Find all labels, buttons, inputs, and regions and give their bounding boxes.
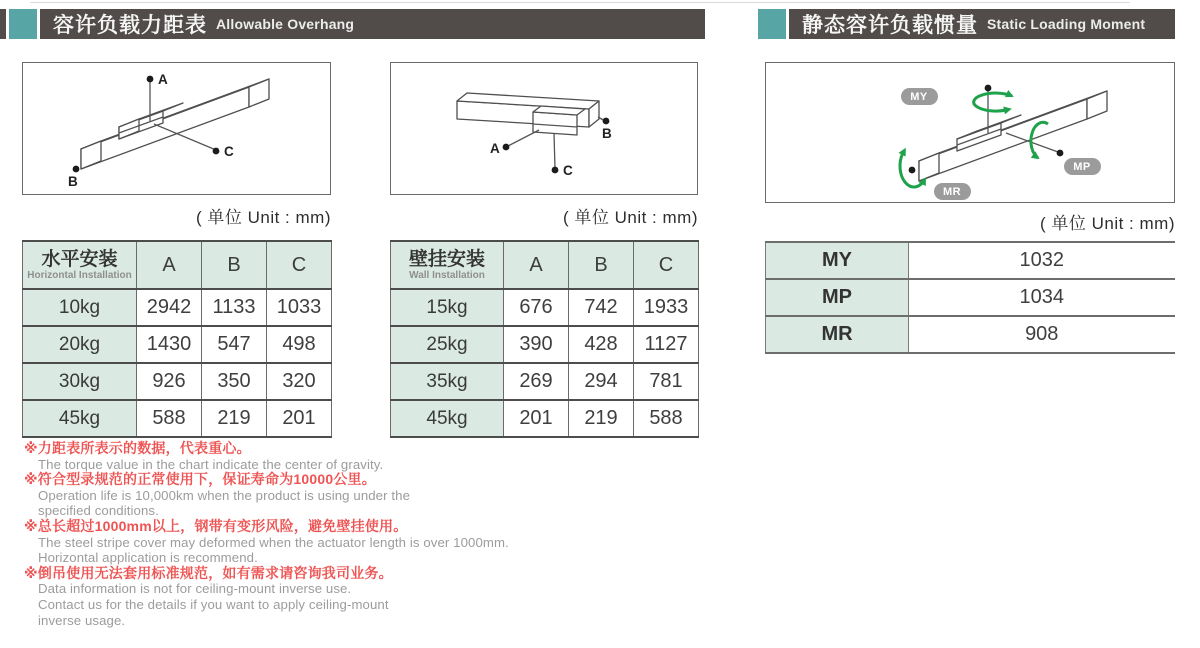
value-cell: 1033 <box>267 289 332 326</box>
value-cell: 219 <box>569 400 634 437</box>
footnote <box>24 566 624 628</box>
footnote-zh: ※力距表所表示的数据，代表重心。 <box>24 440 251 456</box>
value-cell: 1133 <box>202 289 267 326</box>
value-cell: 201 <box>504 400 569 437</box>
value-cell: 390 <box>504 326 569 363</box>
table-header-row <box>391 241 699 289</box>
value-cell: 588 <box>137 400 202 437</box>
table-row <box>391 363 699 400</box>
table-row <box>391 400 699 437</box>
value-cell: 2942 <box>137 289 202 326</box>
unit-label: ( 单位 Unit : mm) <box>196 208 331 227</box>
diagram-wall-installation <box>390 62 698 195</box>
mr-axis-dot <box>909 167 916 174</box>
mr-badge-label: MR <box>942 186 962 198</box>
section-title-zh: 静态容许负载惯量 <box>802 14 978 37</box>
table-title-zh: 壁挂安装 <box>408 248 485 270</box>
table-title-en: Horizontal Installation <box>27 269 132 281</box>
table-row <box>391 289 699 326</box>
table-title-en: Wall Installation <box>409 269 485 281</box>
point-a-dot <box>503 144 510 151</box>
top-divider <box>30 2 1130 3</box>
moment-value-cell: 1034 <box>1019 286 1064 308</box>
footnote <box>24 472 624 519</box>
section-title-en: Allowable Overhang <box>216 16 355 32</box>
value-cell: 219 <box>202 400 267 437</box>
footnote-en: The torque value in the chart indicate the center of gravity. <box>38 456 384 472</box>
actuator-end-face <box>1087 91 1107 119</box>
point-label-c: C <box>224 144 234 159</box>
table-static-loading-moment <box>765 241 1175 354</box>
diagram-static-loading-moment <box>765 62 1175 203</box>
table-header-row <box>23 241 332 289</box>
value-cell: 1430 <box>137 326 202 363</box>
table-row <box>766 242 1175 279</box>
weight-cell: 35kg <box>391 363 504 400</box>
value-cell: 1127 <box>634 326 699 363</box>
value-cell: 742 <box>569 289 634 326</box>
point-b-dot <box>73 166 80 173</box>
table-row <box>23 326 332 363</box>
actuator-end-face <box>919 153 939 181</box>
unit-label: ( 单位 Unit : mm) <box>1040 214 1175 233</box>
footnote <box>24 441 624 472</box>
moment-label-cell: MR <box>766 316 909 353</box>
footnote <box>24 519 624 566</box>
col-header-a: A <box>504 241 569 289</box>
col-header-b: B <box>202 241 267 289</box>
value-cell: 926 <box>137 363 202 400</box>
diagram-horizontal-installation <box>22 62 331 195</box>
table-row <box>766 316 1175 353</box>
weight-cell: 10kg <box>23 289 137 326</box>
footnotes <box>24 441 624 628</box>
weight-cell: 45kg <box>23 400 137 437</box>
section-title-en: Static Loading Moment <box>987 16 1146 32</box>
footnote-en: Operation life is 10,000km when the product is using under the <box>38 487 411 503</box>
col-header-c: C <box>634 241 699 289</box>
header-accent-square <box>758 9 786 39</box>
point-label-b: B <box>602 126 612 141</box>
moment-value-cell: 1032 <box>1019 249 1064 271</box>
weight-cell: 15kg <box>391 289 504 326</box>
my-rotation-arrow <box>974 93 1012 111</box>
table-row <box>391 326 699 363</box>
point-label-a: A <box>158 72 168 87</box>
col-header-a: A <box>137 241 202 289</box>
table-horizontal-installation <box>22 240 332 438</box>
table-wall-installation <box>390 240 699 438</box>
moment-label-cell: MY <box>766 242 909 279</box>
unit-label: ( 单位 Unit : mm) <box>563 208 698 227</box>
actuator-top-face <box>919 91 1107 161</box>
col-header-c: C <box>267 241 332 289</box>
point-label-b: B <box>68 174 78 189</box>
value-cell: 676 <box>504 289 569 326</box>
value-cell: 547 <box>202 326 267 363</box>
leader-line-c <box>554 133 555 169</box>
point-c-dot <box>213 148 220 155</box>
table-row <box>23 400 332 437</box>
col-header-b: B <box>569 241 634 289</box>
actuator-top-face <box>81 79 269 149</box>
horizontal-installation-drawing <box>23 63 330 194</box>
value-cell: 781 <box>634 363 699 400</box>
table-title-cell <box>391 241 504 289</box>
footnote-en: inverse usage. <box>38 612 126 628</box>
leader-line-a <box>508 130 539 146</box>
static-moment-drawing <box>766 63 1174 202</box>
point-c-dot <box>552 167 559 174</box>
my-axis-dot <box>985 85 992 92</box>
footnote-en: specified conditions. <box>38 503 159 519</box>
moment-value-cell: 908 <box>1025 323 1059 345</box>
value-cell: 428 <box>569 326 634 363</box>
footnote-en: The steel stripe cover may deformed when the actuator length is over 1000mm. <box>38 534 509 550</box>
table-title-cell <box>23 241 137 289</box>
weight-cell: 25kg <box>391 326 504 363</box>
moment-label-cell: MP <box>766 279 909 316</box>
carriage-front-face <box>533 112 577 135</box>
value-cell: 320 <box>267 363 332 400</box>
point-a-dot <box>147 76 154 83</box>
point-label-a: A <box>490 141 500 156</box>
value-cell: 269 <box>504 363 569 400</box>
my-badge-label: MY <box>910 91 928 103</box>
footnote-en: Contact us for the details if you want to apply ceiling-mount <box>38 596 389 612</box>
table-title-zh: 水平安装 <box>41 248 118 270</box>
section-title-zh: 容许负载力距表 <box>53 14 207 37</box>
wall-installation-drawing <box>391 63 697 194</box>
mp-badge-label: MP <box>1073 161 1091 173</box>
point-b-dot <box>603 118 610 125</box>
actuator-end-face <box>81 141 101 169</box>
value-cell: 201 <box>267 400 332 437</box>
footnote-zh: ※符合型录规范的正常使用下，保证寿命为10000公里。 <box>24 471 376 488</box>
table-row <box>23 289 332 326</box>
footnote-en: Horizontal application is recommend. <box>38 550 258 566</box>
footnote-en: Data information is not for ceiling-mount inverse use. <box>38 581 352 597</box>
actuator-end-face <box>249 79 269 107</box>
mp-axis-dot <box>1057 150 1064 157</box>
value-cell: 350 <box>202 363 267 400</box>
value-cell: 294 <box>569 363 634 400</box>
footnote-zh: ※倒吊使用无法套用标准规范，如有需求请咨询我司业务。 <box>24 564 393 581</box>
section-header-static-loading-moment <box>789 9 1175 39</box>
weight-cell: 45kg <box>391 400 504 437</box>
footnote-zh: ※总长超过1000mm以上，钢带有变形风险，避免壁挂使用。 <box>24 517 408 534</box>
value-cell: 588 <box>634 400 699 437</box>
point-label-c: C <box>563 163 573 178</box>
weight-cell: 20kg <box>23 326 137 363</box>
value-cell: 498 <box>267 326 332 363</box>
weight-cell: 30kg <box>23 363 137 400</box>
header-edge-block <box>0 9 6 39</box>
value-cell: 1933 <box>634 289 699 326</box>
table-row <box>23 363 332 400</box>
header-accent-square <box>9 9 37 39</box>
table-row <box>766 279 1175 316</box>
section-header-allowable-overhang <box>40 9 705 39</box>
